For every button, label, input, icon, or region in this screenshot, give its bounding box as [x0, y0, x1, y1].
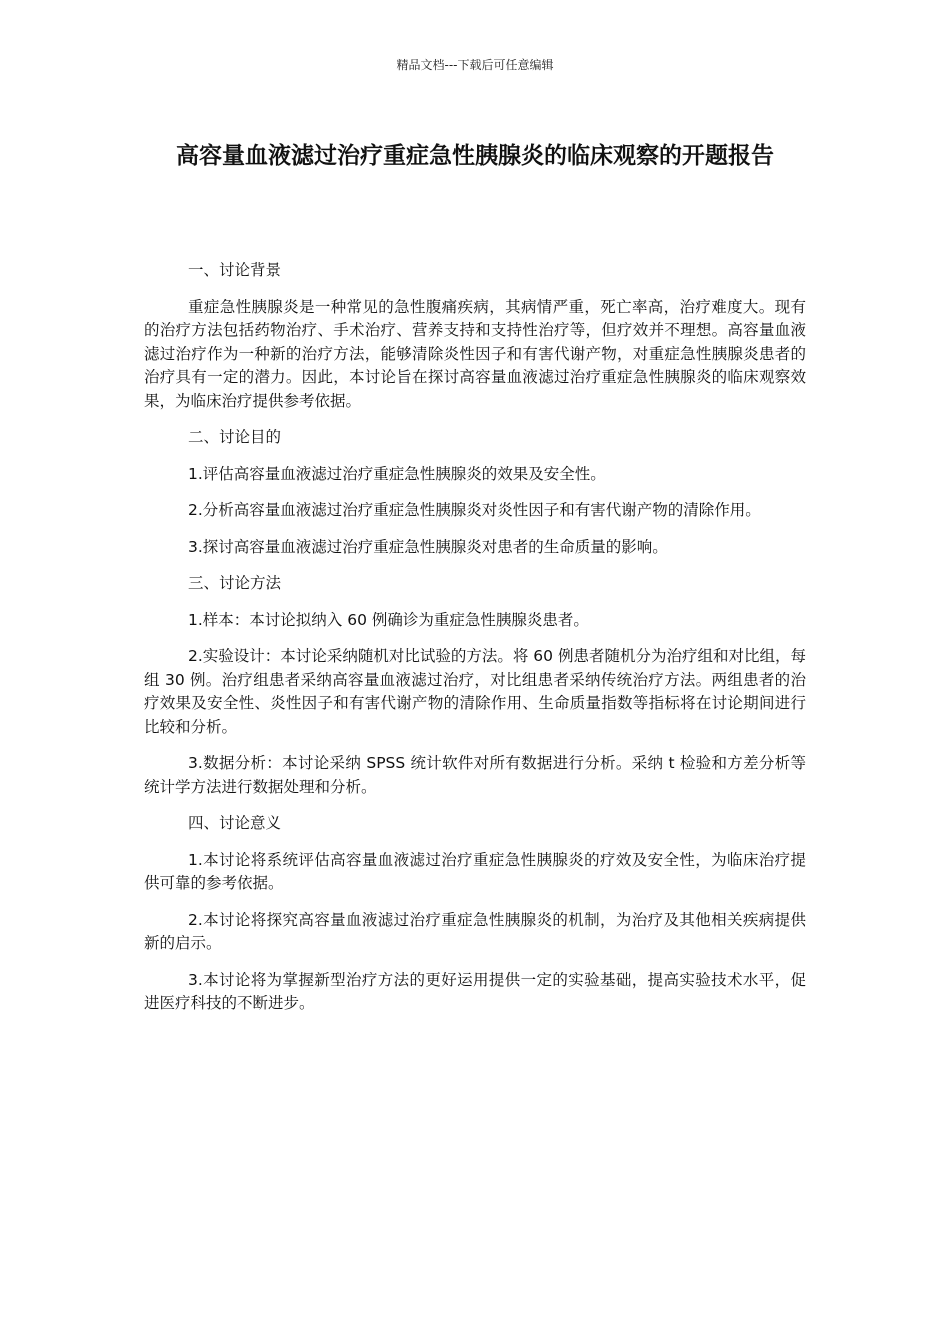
section-heading-objectives: 二、讨论目的 — [188, 428, 282, 446]
header-note: 精品文档---下载后可任意编辑 — [396, 58, 554, 72]
document-body — [144, 259, 806, 1029]
significance-item-3: 3.本讨论将为掌握新型治疗方法的更好运用提供一定的实验基础，提高实验技术水平，促进医疗科技的不断进步。 — [144, 970, 806, 1012]
objective-item-1: 1.评估高容量血液滤过治疗重症急性胰腺炎的效果及安全性。 — [188, 464, 606, 483]
objective-item-3: 3.探讨高容量血液滤过治疗重症急性胰腺炎对患者的生命质量的影响。 — [188, 537, 668, 556]
document-title: 高容量血液滤过治疗重症急性胰腺炎的临床观察的开题报告 — [176, 143, 774, 169]
significance-item-2: 2.本讨论将探究高容量血液滤过治疗重症急性胰腺炎的机制，为治疗及其他相关疾病提供新的启示。 — [144, 910, 806, 952]
section-heading-significance: 四、讨论意义 — [188, 814, 282, 832]
paragraph-background: 重症急性胰腺炎是一种常见的急性腹痛疾病，其病情严重，死亡率高，治疗难度大。现有的治疗方法包括药物治疗、手术治疗、营养支持和支持性治疗等，但疗效并不理想。高容量血液滤过治疗作为一种新的治疗方法，能够清除炎性因子和有害代谢产物，对重症急性胰腺炎患者的治疗具有一定的潜力。因此，本讨论旨在探讨高容量血液滤过治疗重症急性胰腺炎的临床观察效果，为临床治疗提供参考依据。 — [144, 297, 806, 410]
section-heading-background: 一、讨论背景 — [188, 261, 282, 279]
section-heading-methods: 三、讨论方法 — [188, 574, 282, 592]
method-item-3: 3.数据分析：本讨论采纳 SPSS 统计软件对所有数据进行分析。采纳 t 检验和方差分析等统计学方法进行数据处理和分析。 — [144, 754, 806, 796]
significance-item-1: 1.本讨论将系统评估高容量血液滤过治疗重症急性胰腺炎的疗效及安全性，为临床治疗提供可靠的参考依据。 — [144, 850, 806, 892]
method-item-1: 1.样本：本讨论拟纳入 60 例确诊为重症急性胰腺炎患者。 — [188, 610, 589, 629]
objective-item-2: 2.分析高容量血液滤过治疗重症急性胰腺炎对炎性因子和有害代谢产物的清除作用。 — [188, 501, 761, 519]
method-item-2: 2.实验设计：本讨论采纳随机对比试验的方法。将 60 例患者随机分为治疗组和对比组，每组 30 例。治疗组患者采纳高容量血液滤过治疗，对比组患者采纳传统治疗方法。两组患者的治疗效果及安全性、炎性因子和有害代谢产物的清除作用、生命质量指数等指标将在讨论期间进行比较和分析。 — [144, 647, 806, 736]
